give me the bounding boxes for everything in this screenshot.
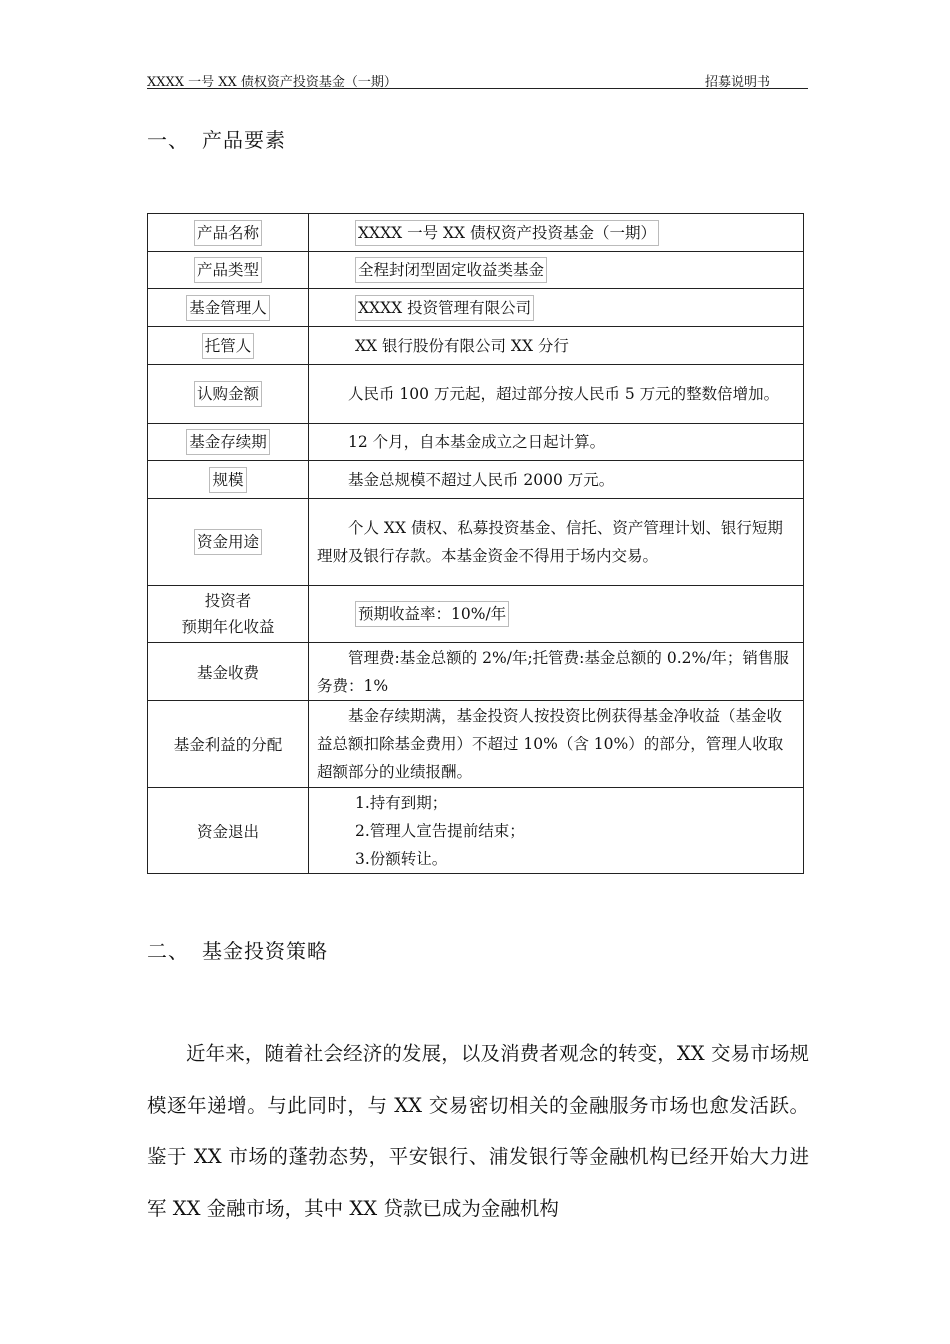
row-label: 基金收费 <box>148 643 309 701</box>
paragraph-text: 近年来，随着社会经济的发展，以及消费者观念的转变，XX 交易市场规模逐年递增。与此同时，与 XX 交易密切相关的金融服务市场也愈发活跃。鉴于 XX 市场的蓬勃态势，平安银行、浦发银行等金融机构已经开始大力进军 XX 金融市场，其中 XX 贷款已成为金融机构 <box>147 1042 809 1220</box>
table-row <box>148 788 804 874</box>
section-title: 基金投资策略 <box>202 939 328 963</box>
section-heading-product <box>147 124 286 153</box>
row-value: 基金存续期满，基金投资人按投资比例获得基金净收益（基金收益总额扣除基金费用）不超过 10%（含 10%）的部分，管理人收取超额部分的业绩报酬。 <box>309 701 804 788</box>
body-paragraph <box>147 1028 809 1234</box>
row-label: 托管人 <box>202 333 255 359</box>
row-label: 认购金额 <box>194 381 262 407</box>
row-value: 管理费:基金总额的 2%/年;托管费:基金总额的 0.2%/年；销售服务费：1% <box>309 643 804 701</box>
row-label: 资金退出 <box>148 788 309 874</box>
row-value: 人民币 100 万元起，超过部分按人民币 5 万元的整数倍增加。 <box>309 365 804 424</box>
table-row <box>148 252 804 289</box>
row-label: 基金利益的分配 <box>148 701 309 788</box>
table-row <box>148 289 804 327</box>
table-row <box>148 327 804 365</box>
table-row <box>148 701 804 788</box>
row-value: XXXX 投资管理有限公司 <box>355 295 534 321</box>
header-doc-title: XXXX 一号 XX 债权资产投资基金（一期） <box>147 75 397 90</box>
section-number: 一、 <box>147 128 189 152</box>
row-value: XX 银行股份有限公司 XX 分行 <box>355 336 569 355</box>
header-doc-type: 招募说明书 <box>704 75 770 90</box>
row-label: 产品名称 <box>194 220 262 246</box>
page-header <box>147 68 808 89</box>
row-label-line: 投资者 <box>204 592 252 610</box>
product-elements-table <box>147 213 804 874</box>
list-item: 3.份额转让。 <box>355 849 448 868</box>
table-row <box>148 586 804 643</box>
row-label-line: 预期年化收益 <box>181 618 275 636</box>
row-label: 基金管理人 <box>186 295 270 321</box>
table-row <box>148 365 804 424</box>
row-value: 个人 XX 债权、私募投资基金、信托、资产管理计划、银行短期理财及银行存款。本基金资金不得用于场内交易。 <box>309 499 804 586</box>
section-title: 产品要素 <box>202 128 286 152</box>
section-heading-strategy <box>147 935 328 964</box>
table-row <box>148 214 804 252</box>
row-value: 12 个月，自本基金成立之日起计算。 <box>309 424 804 461</box>
list-item: 2.管理人宣告提前结束； <box>355 821 525 840</box>
row-label: 产品类型 <box>194 257 262 283</box>
row-value: 预期收益率：10%/年 <box>355 601 509 627</box>
row-label: 资金用途 <box>194 529 262 555</box>
row-label: 基金存续期 <box>186 429 270 455</box>
table-row <box>148 643 804 701</box>
row-value: 全程封闭型固定收益类基金 <box>355 257 547 283</box>
list-item: 1.持有到期； <box>355 793 448 812</box>
table-row <box>148 424 804 461</box>
section-number: 二、 <box>147 939 189 963</box>
table-row <box>148 461 804 499</box>
table-row <box>148 499 804 586</box>
row-value: XXXX 一号 XX 债权资产投资基金（一期） <box>355 220 659 246</box>
row-value: 基金总规模不超过人民币 2000 万元。 <box>309 461 804 499</box>
row-label: 规模 <box>209 467 246 493</box>
